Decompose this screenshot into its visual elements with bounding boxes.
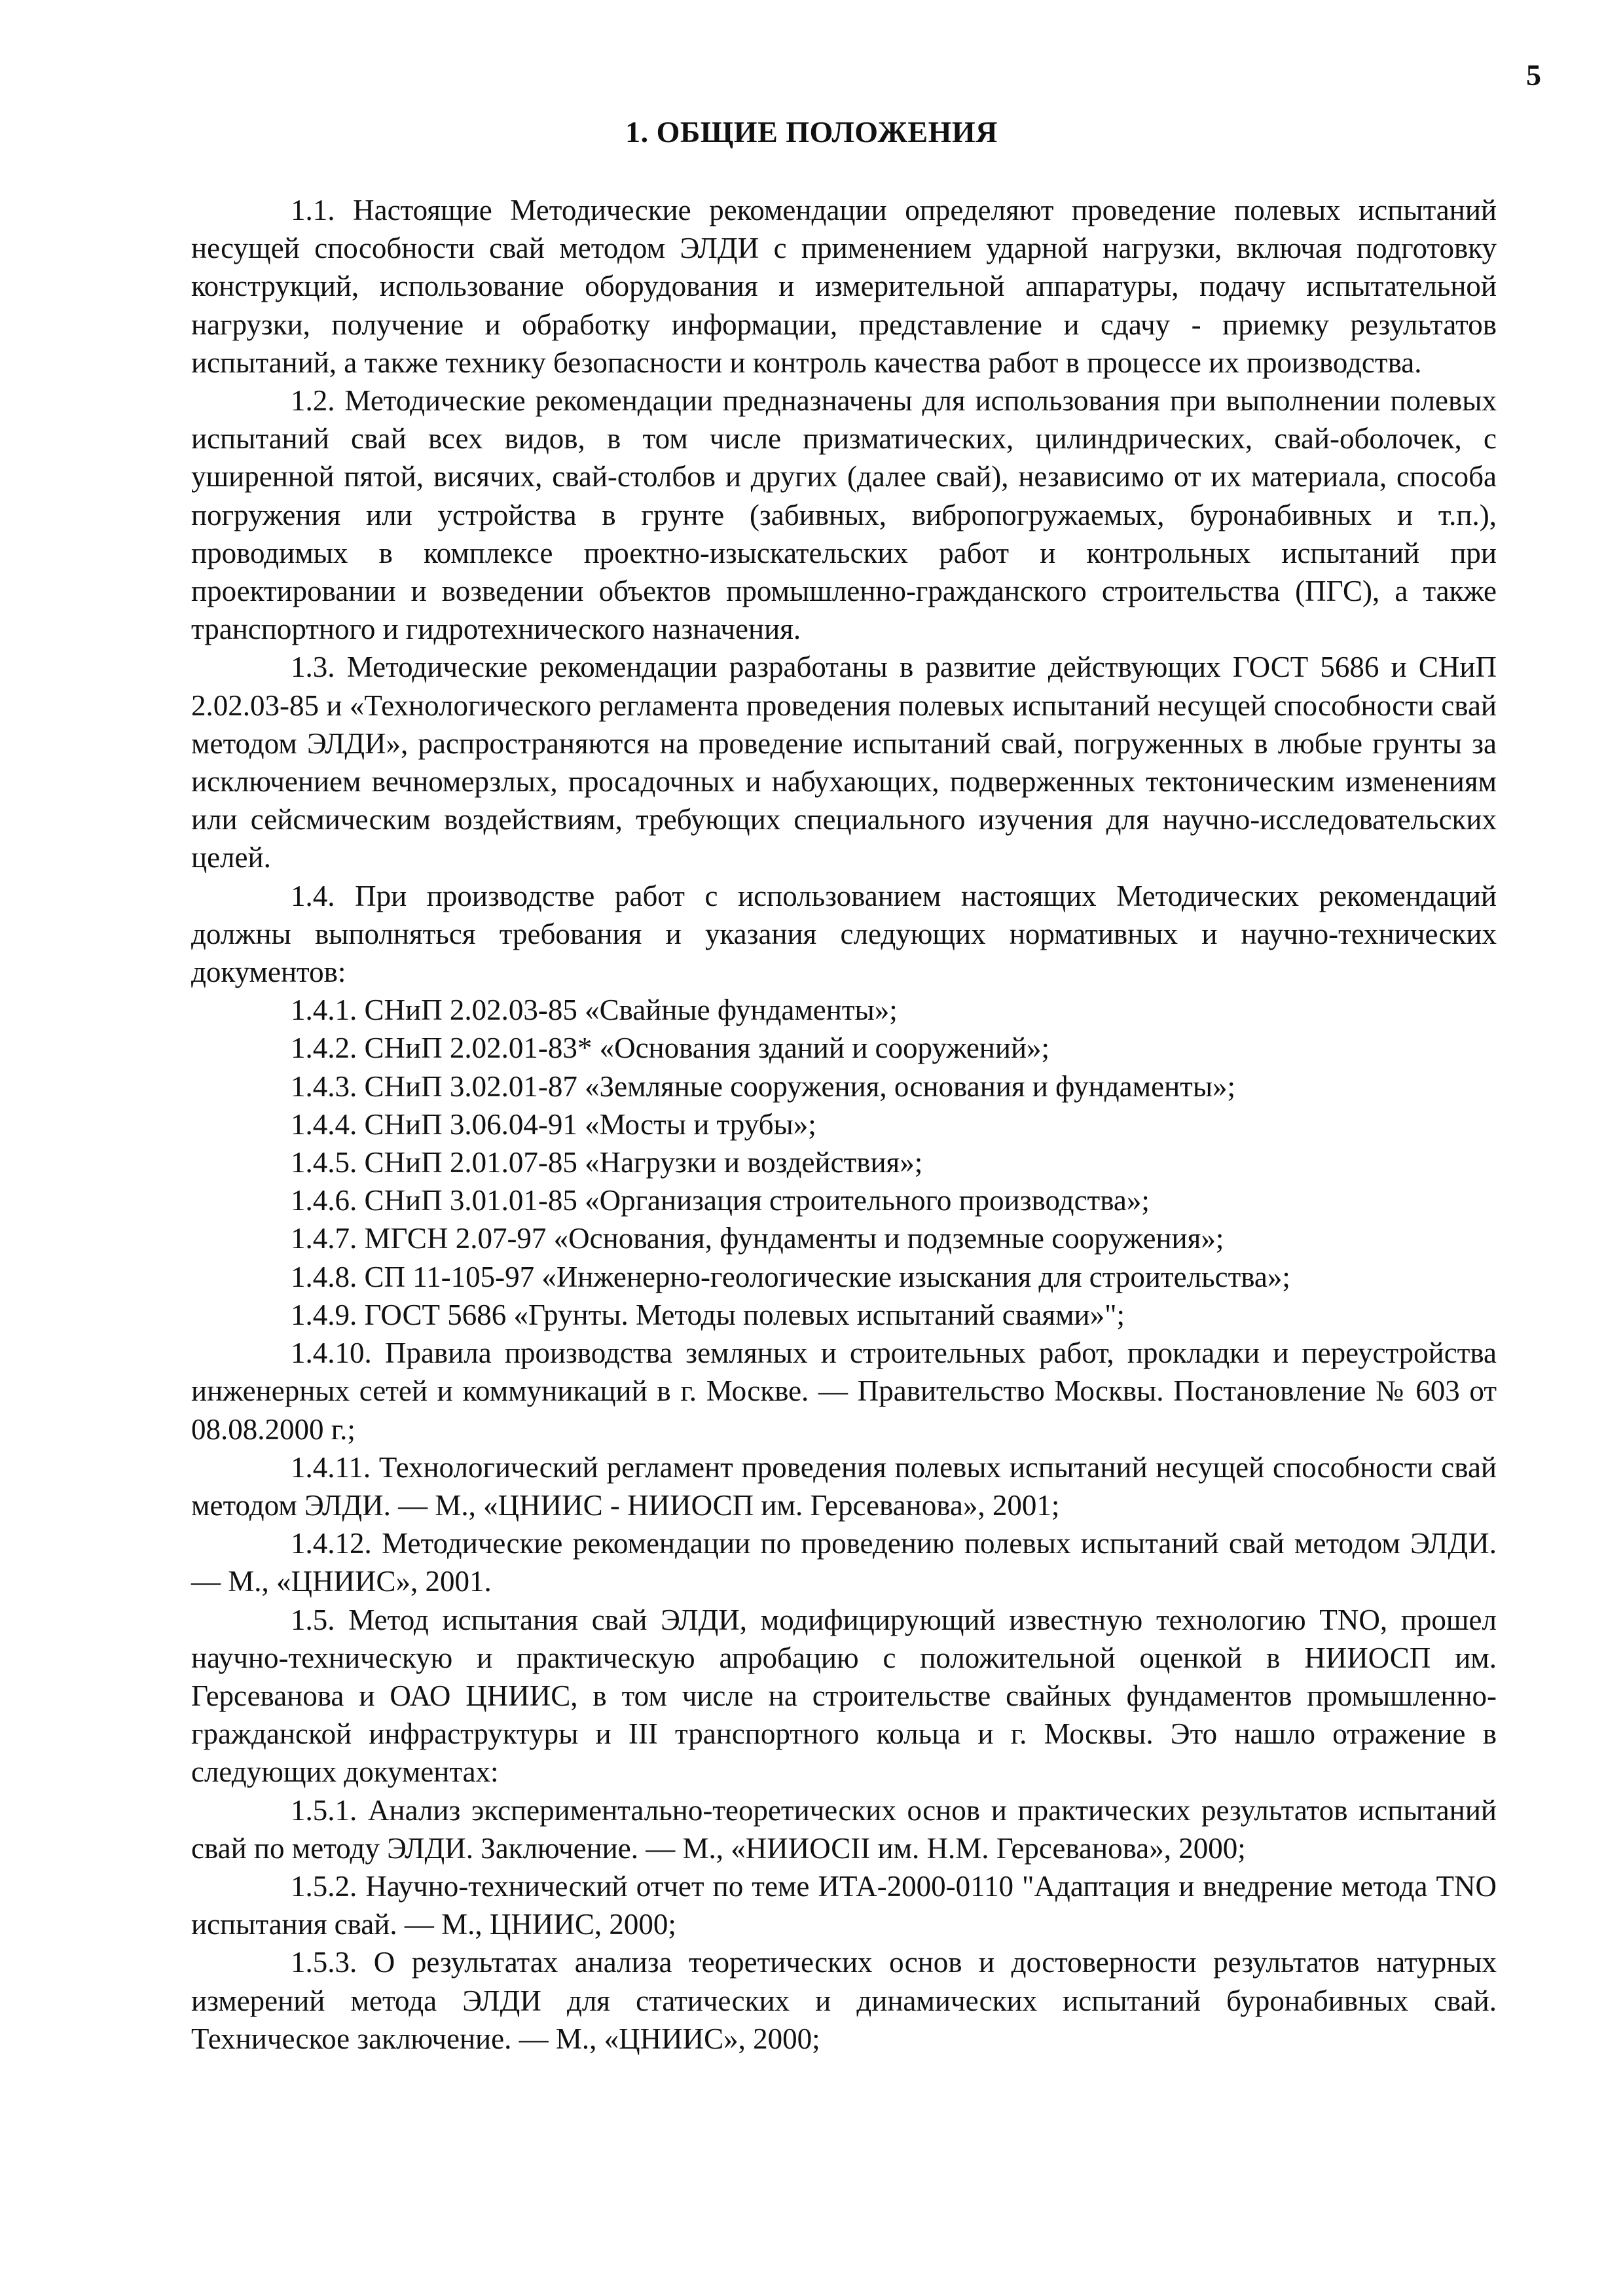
paragraph-1-1: 1.1. Настоящие Методические рекомендации определяют проведение полевых испытаний несущей способности свай методом ЭЛДИ с применением ударной нагрузки, включая подготовку конструкций, использование оборудования и измерительной аппаратуры, подачу испытательной нагрузки, получение и обработку информации, представление и сдачу - приемку результатов испытаний, а также технику безопасности и контроль качества работ в процессе их производства. (191, 194, 1497, 379)
list-item-1-4-9: 1.4.9. ГОСТ 5686 «Грунты. Методы полевых испытаний сваями»"; (291, 1298, 1125, 1331)
paragraph-1-2: 1.2. Методические рекомендации предназначены для использования при выполнении полевых испытаний свай всех видов, в том числе призматических, цилиндрических, свай-оболочек, с уширенной пятой, висячих, свай-столбов и других (далее свай), независимо от их материала, способа погружения или устройства в грунте (забивных, вибропогружаемых, буронабивных и т.п.), проводимых в комплексе проектно-изыскательских работ и контрольных испытаний при проектировании и возведении объектов промышленно-гражданского строительства (ПГС), а также транспортного и гидротехнического назначения. (191, 384, 1497, 646)
paragraph-1-5: 1.5. Метод испытания свай ЭЛДИ, модифицирующий известную технологию TNO, прошел научно-техническую и практическую апробацию с положительной оценкой в НИИОСП им. Герсеванова и ОАО ЦНИИС, в том числе на строительстве свайных фундаментов промышленно-гражданской инфраструктуры и III транспортного кольца и г. Москвы. Это нашло отражение в следующих документах: (191, 1603, 1497, 1789)
document-body (191, 191, 1497, 2058)
list-item-1-4-8: 1.4.8. СП 11-105-97 «Инженерно-геологические изыскания для строительства»; (291, 1260, 1290, 1293)
paragraph-1-4: 1.4. При производстве работ с использованием настоящих Методических рекомендаций должны выполняться требования и указания следующих нормативных и научно-технических документов: (191, 879, 1497, 989)
list-item-1-4-12: 1.4.12. Методические рекомендации по проведению полевых испытаний свай методом ЭЛДИ. — М., «ЦНИИС», 2001. (191, 1527, 1497, 1598)
list-item-1-5-2: 1.5.2. Научно-технический отчет по теме ИТА-2000-0110 "Адаптация и внедрение метода TNO испытания свай. — М., ЦНИИС, 2000; (191, 1869, 1497, 1941)
list-item-1-5-3: 1.5.3. О результатах анализа теоретических основ и достоверности результатов натурных измерений метода ЭЛДИ для статических и динамических испытаний буронабивных свай. Техническое заключение. — М., «ЦНИИС», 2000; (191, 1946, 1497, 2055)
list-item-1-4-10: 1.4.10. Правила производства земляных и строительных работ, прокладки и переустройства инженерных сетей и коммуникаций в г. Москве. — Правительство Москвы. Постановление № 603 от 08.08.2000 г.; (191, 1336, 1497, 1446)
list-item-1-4-7: 1.4.7. МГСН 2.07-97 «Основания, фундаменты и подземные сооружения»; (291, 1222, 1224, 1255)
list-item-1-4-3: 1.4.3. СНиП 3.02.01-87 «Земляные сооружения, основания и фундаменты»; (291, 1069, 1236, 1103)
list-item-1-4-11: 1.4.11. Технологический регламент проведения полевых испытаний несущей способности свай методом ЭЛДИ. — М., «ЦНИИС - НИИОСП им. Герсеванова», 2001; (191, 1450, 1497, 1522)
page-number: 5 (1526, 58, 1541, 92)
list-item-1-4-4: 1.4.4. СНиП 3.06.04-91 «Мосты и трубы»; (291, 1107, 816, 1141)
section-title: 1. ОБЩИЕ ПОЛОЖЕНИЯ (625, 115, 998, 149)
list-item-1-5-1: 1.5.1. Анализ экспериментально-теоретических основ и практических результатов испытаний свай по методу ЭЛДИ. Заключение. — М., «НИИОСII им. Н.М. Герсеванова», 2000; (191, 1793, 1497, 1865)
list-item-1-4-1: 1.4.1. СНиП 2.02.03-85 «Свайные фундаменты»; (291, 994, 898, 1027)
paragraph-1-3: 1.3. Методические рекомендации разработаны в развитие действующих ГОСТ 5686 и СНиП 2.02.03-85 и «Технологического регламента проведения полевых испытаний несущей способности свай методом ЭЛДИ», распространяются на проведение испытаний свай, погруженных в любые грунты за исключением вечномерзлых, просадочных и набухающих, подверженных тектоническим изменениям или сейсмическим воздействиям, требующих специального изучения для научно-исследовательских целей. (191, 651, 1497, 874)
list-item-1-4-2: 1.4.2. СНиП 2.02.01-83* «Основания зданий и сооружений»; (291, 1031, 1050, 1065)
list-item-1-4-6: 1.4.6. СНиП 3.01.01-85 «Организация строительного производства»; (291, 1184, 1150, 1217)
list-item-1-4-5: 1.4.5. СНиП 2.01.07-85 «Нагрузки и воздействия»; (291, 1146, 923, 1179)
